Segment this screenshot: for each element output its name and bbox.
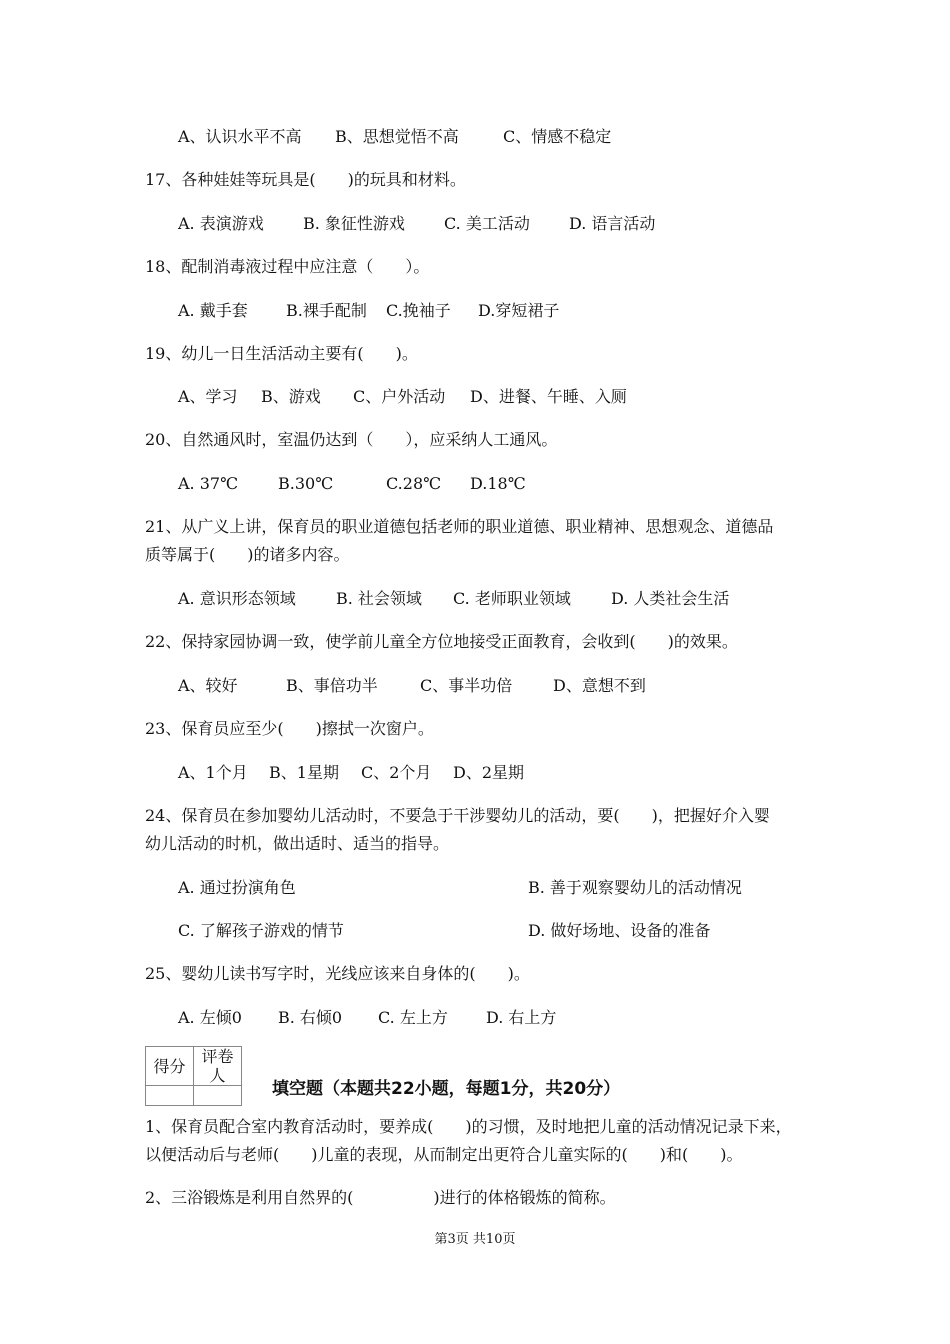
q17-option-d: D. 语言活动 [569, 214, 656, 233]
score-cell[interactable] [146, 1086, 194, 1106]
q20-option-c: C.28℃ [386, 474, 442, 493]
q19-option-b: B、游戏 [261, 387, 321, 406]
q24-option-b: B. 善于观察婴幼儿的活动情况 [528, 878, 742, 897]
q24-option-d: D. 做好场地、设备的准备 [528, 921, 711, 940]
q21-stem-line1: 21、从广义上讲，保育员的职业道德包括老师的职业道德、职业精神、思想观念、道德品 [145, 517, 774, 536]
q25-option-c: C. 左上方 [378, 1008, 448, 1027]
q25-option-d: D. 右上方 [486, 1008, 557, 1027]
q16-option-b: B、思想觉悟不高 [335, 127, 459, 146]
q19-option-c: C、户外活动 [353, 387, 446, 406]
q23-option-c: C、2个月 [361, 763, 432, 782]
q25-stem: 25、婴幼儿读书写字时，光线应该来自身体的( )。 [145, 964, 530, 983]
q21-option-c: C. 老师职业领域 [453, 589, 571, 608]
q24-option-c: C. 了解孩子游戏的情节 [178, 921, 344, 940]
fill2-line1: 2、三浴锻炼是利用自然界的( )进行的体格锻炼的简称。 [145, 1188, 616, 1207]
q20-option-b: B.30℃ [278, 474, 334, 493]
q18-stem: 18、配制消毒液过程中应注意（ ）。 [145, 257, 430, 276]
q22-option-c: C、事半功倍 [420, 676, 513, 695]
q23-option-b: B、1星期 [269, 763, 339, 782]
page-footer: 第3页 共10页 [434, 1232, 516, 1247]
fill1-line2: 以便活动后与老师( )儿童的表现，从而制定出更符合儿童实际的( )和( )。 [145, 1145, 743, 1164]
q20-stem: 20、自然通风时，室温仍达到（ ），应采纳人工通风。 [145, 430, 558, 449]
q22-option-d: D、意想不到 [553, 676, 646, 695]
score-box [145, 1046, 242, 1106]
section-title: 填空题（本题共22小题，每题1分，共20分） [272, 1079, 621, 1099]
q24-option-a: A. 通过扮演角色 [178, 878, 296, 897]
q23-option-a: A、1个月 [178, 763, 248, 782]
q17-option-c: C. 美工活动 [444, 214, 530, 233]
q22-stem: 22、保持家园协调一致，使学前儿童全方位地接受正面教育，会收到( )的效果。 [145, 632, 738, 651]
q22-option-b: B、事倍功半 [286, 676, 378, 695]
q17-stem: 17、各种娃娃等玩具是( )的玩具和材料。 [145, 170, 466, 189]
q25-option-a: A. 左倾0 [178, 1008, 242, 1027]
q19-option-a: A、学习 [178, 387, 238, 406]
q21-option-d: D. 人类社会生活 [611, 589, 730, 608]
q17-option-b: B. 象征性游戏 [303, 214, 405, 233]
q23-stem: 23、保育员应至少( )擦拭一次窗户。 [145, 719, 434, 738]
score-label: 得分 [146, 1047, 194, 1086]
grader-label: 评卷人 [194, 1047, 242, 1086]
q18-option-d: D.穿短裙子 [478, 301, 560, 320]
q24-stem-line1: 24、保育员在参加婴幼儿活动时，不要急于干涉婴幼儿的活动，要( )，把握好介入婴 [145, 806, 770, 825]
q17-option-a: A. 表演游戏 [178, 214, 264, 233]
grader-cell[interactable] [194, 1086, 242, 1106]
q24-stem-line2: 幼儿活动的时机，做出适时、适当的指导。 [145, 834, 450, 853]
q18-option-c: C.挽袖子 [386, 301, 451, 320]
q21-option-b: B. 社会领域 [336, 589, 422, 608]
q20-option-a: A. 37℃ [178, 474, 238, 493]
q16-option-a: A、认识水平不高 [178, 127, 302, 146]
q19-option-d: D、进餐、午睡、入厕 [470, 387, 627, 406]
q18-option-b: B.裸手配制 [286, 301, 367, 320]
q25-option-b: B. 右倾0 [278, 1008, 343, 1027]
fill1-line1: 1、保育员配合室内教育活动时，要养成( )的习惯，及时地把儿童的活动情况记录下来， [145, 1117, 792, 1136]
q23-option-d: D、2星期 [453, 763, 525, 782]
q21-stem-line2: 质等属于( )的诸多内容。 [145, 545, 350, 564]
q22-option-a: A、较好 [178, 676, 238, 695]
q20-option-d: D.18℃ [470, 474, 526, 493]
q16-option-c: C、情感不稳定 [503, 127, 612, 146]
q21-option-a: A. 意识形态领域 [178, 589, 296, 608]
q19-stem: 19、幼儿一日生活活动主要有( )。 [145, 344, 418, 363]
q18-option-a: A. 戴手套 [178, 301, 248, 320]
